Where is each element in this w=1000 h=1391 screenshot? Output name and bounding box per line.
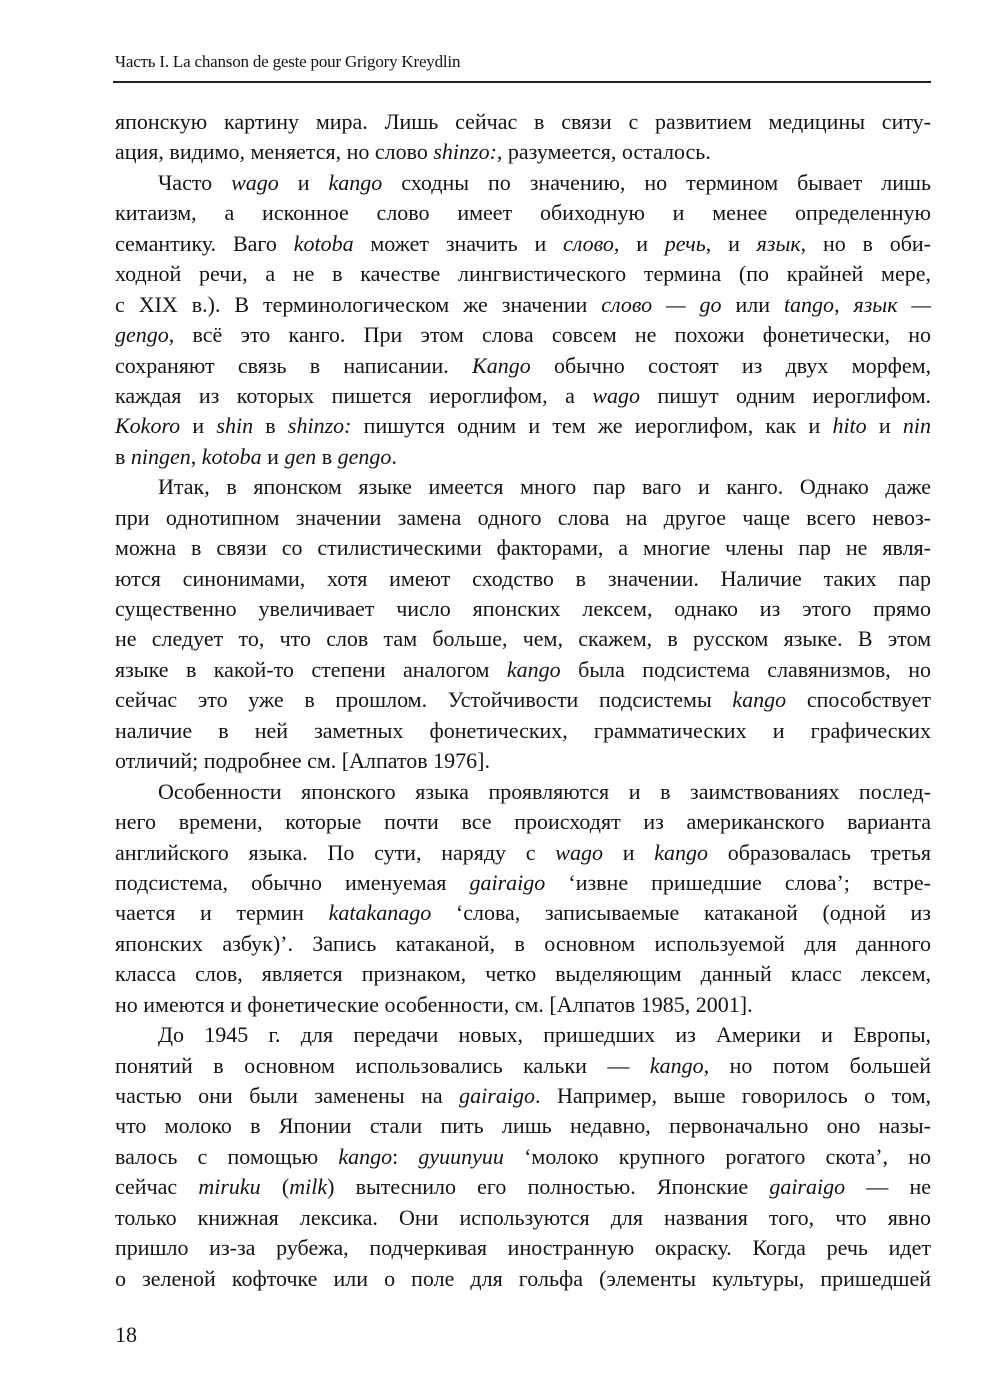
text-run: пришло из-за рубежа, подчеркивая иностранную окраску. Когда речь идет bbox=[115, 1235, 931, 1261]
text-run: сейчас bbox=[115, 1174, 199, 1200]
text-line bbox=[115, 472, 931, 502]
text-run: языке в какой-то степени аналогом bbox=[115, 656, 507, 682]
text-run: с XIX в.). В терминологическом же значении bbox=[115, 291, 602, 317]
text-line bbox=[115, 1111, 931, 1141]
text-run: и bbox=[866, 413, 903, 439]
text-line bbox=[115, 381, 931, 411]
text-run: и bbox=[180, 413, 217, 439]
text-run: не следует то, что слов там больше, чем, скажем, в русском языке. В этом bbox=[115, 626, 931, 652]
text-line bbox=[115, 564, 931, 594]
text-run: понятий в основном использовались кальки — bbox=[115, 1052, 650, 1078]
text-run: способствует bbox=[786, 687, 931, 713]
text-line bbox=[115, 1020, 931, 1050]
text-run: Часто bbox=[158, 169, 232, 195]
text-run: : bbox=[392, 1143, 419, 1169]
text-run: сходны по значению, но термином бывает лишь bbox=[382, 169, 931, 195]
italic-term: gengo bbox=[337, 443, 392, 469]
text-line bbox=[115, 137, 931, 167]
text-run: . bbox=[391, 443, 397, 469]
text-line bbox=[115, 229, 931, 259]
italic-term: ningen bbox=[130, 443, 191, 469]
italic-term: shinzo: bbox=[433, 139, 497, 165]
italic-term: Kokoro bbox=[115, 413, 181, 439]
text-line bbox=[115, 1172, 931, 1202]
italic-term: gairaigo bbox=[769, 1174, 846, 1200]
text-line bbox=[115, 198, 931, 228]
text-line bbox=[115, 594, 931, 624]
italic-term: язык bbox=[756, 230, 801, 256]
text-line bbox=[115, 351, 931, 381]
text-run: образовалась третья bbox=[708, 839, 932, 865]
italic-term: shinzo: bbox=[287, 413, 352, 439]
text-run: китаизм, а исконное слово имеет обиходную и менее определенную bbox=[115, 200, 931, 226]
text-run: и bbox=[278, 169, 329, 195]
paragraph bbox=[115, 472, 931, 776]
text-run: японских азбук)’. Запись катаканой, в основном используемой для данного bbox=[115, 930, 931, 956]
italic-term: kango bbox=[732, 687, 787, 713]
text-run: — не bbox=[845, 1174, 932, 1200]
paragraph bbox=[115, 107, 931, 168]
text-run: , всё это канго. При этом слова совсем не похожи фонетически, но bbox=[168, 322, 931, 348]
italic-term: shin bbox=[216, 413, 254, 439]
text-run: сейчас это уже в прошлом. Устойчивости подсистемы bbox=[115, 687, 733, 713]
text-line bbox=[115, 868, 931, 898]
italic-term: kango bbox=[654, 839, 708, 865]
text-line bbox=[115, 107, 931, 137]
text-run: частью они были заменены на bbox=[115, 1083, 460, 1108]
text-line bbox=[115, 503, 931, 533]
text-run: . Например, выше говорилось о том, bbox=[534, 1083, 931, 1108]
italic-term: язык — bbox=[853, 291, 931, 317]
text-run: До 1945 г. для передачи новых, пришедших из Америки и Европы, bbox=[158, 1022, 931, 1048]
italic-term: nin bbox=[902, 413, 931, 439]
text-run: в bbox=[253, 413, 288, 439]
text-line bbox=[115, 655, 931, 685]
text-run: , bbox=[190, 443, 202, 469]
text-run: сохраняют связь в написании. bbox=[115, 352, 473, 378]
italic-term: miruku bbox=[198, 1174, 261, 1200]
italic-term: gyuunyuu bbox=[418, 1143, 504, 1169]
text-run: в bbox=[115, 443, 131, 469]
italic-term: gairaigo bbox=[469, 869, 546, 895]
text-line bbox=[115, 685, 931, 715]
italic-term: Kango bbox=[472, 352, 531, 378]
text-run: и bbox=[261, 443, 285, 469]
text-line bbox=[115, 898, 931, 928]
text-run: ация, видимо, меняется, но слово bbox=[115, 139, 434, 165]
text-run: пишут одним иероглифом. bbox=[640, 382, 931, 408]
text-line bbox=[115, 838, 931, 868]
text-run: или bbox=[721, 291, 784, 317]
italic-term: kango bbox=[506, 656, 561, 682]
text-run: о зеленой кофточке или о поле для гольфа (элементы культуры, пришедшей bbox=[115, 1265, 931, 1291]
text-run: ( bbox=[260, 1174, 290, 1200]
italic-term: milk bbox=[289, 1174, 328, 1200]
text-run: ходной речи, а не в качестве лингвистического термина (по крайней мере, bbox=[115, 261, 931, 287]
text-run: чается и термин bbox=[115, 900, 329, 926]
text-run: наличие в ней заметных фонетических, грамматических и графических bbox=[115, 717, 931, 743]
text-line bbox=[115, 990, 931, 1020]
header-rule bbox=[113, 81, 931, 83]
italic-term: kotoba bbox=[201, 443, 262, 469]
text-run: , и bbox=[705, 230, 757, 256]
text-run: обычно состоят из двух морфем, bbox=[530, 352, 932, 378]
text-line bbox=[115, 716, 931, 746]
paragraph bbox=[115, 1020, 931, 1294]
text-line bbox=[115, 807, 931, 837]
text-line bbox=[115, 1264, 931, 1294]
italic-term: gairaigo bbox=[459, 1083, 535, 1108]
text-line bbox=[115, 959, 931, 989]
text-run: Особенности японского языка проявляются и в заимствованиях послед- bbox=[158, 778, 931, 804]
text-run: ‘молоко крупного рогатого скота’, но bbox=[503, 1143, 931, 1169]
text-line bbox=[115, 1233, 931, 1263]
text-line bbox=[115, 1142, 931, 1172]
text-run: , разумеется, осталось. bbox=[496, 139, 711, 165]
italic-term: kango bbox=[338, 1143, 393, 1169]
text-run: при однотипном значении замена одного слова на другое чаще всего невоз- bbox=[115, 504, 931, 530]
italic-term: слово bbox=[563, 230, 614, 256]
text-run: семантику. Ваго bbox=[115, 230, 294, 256]
italic-term: gen bbox=[284, 443, 317, 469]
italic-term: wago bbox=[231, 169, 279, 195]
italic-term: wago bbox=[555, 839, 603, 865]
italic-term: речь bbox=[664, 230, 706, 256]
text-run: только книжная лексика. Они используются для названия того, что явно bbox=[115, 1204, 931, 1230]
text-run: подсистема, обычно именуемая bbox=[115, 869, 470, 895]
text-line bbox=[115, 290, 931, 320]
page-number: 18 bbox=[115, 1322, 137, 1347]
text-run: и bbox=[602, 839, 655, 865]
italic-term: gengo bbox=[115, 322, 169, 348]
text-line bbox=[115, 929, 931, 959]
text-run: можна в связи со стилистическими факторами, а многие члены пар не явля- bbox=[115, 535, 931, 561]
text-line bbox=[115, 746, 931, 776]
text-line bbox=[115, 1203, 931, 1233]
text-line bbox=[115, 777, 931, 807]
italic-term: wago bbox=[592, 382, 640, 408]
text-line bbox=[115, 624, 931, 654]
text-run: в bbox=[316, 443, 338, 469]
text-run: Итак, в японском языке имеется много пар ваго и канго. Однако даже bbox=[158, 474, 931, 500]
text-run: , но потом большей bbox=[703, 1052, 932, 1078]
running-header: Часть I. La chanson de geste pour Grigory Kreydlin bbox=[115, 52, 461, 71]
paragraph bbox=[115, 168, 931, 472]
text-run: класса слов, является признаком, четко выделяющим данный класс лексем, bbox=[115, 961, 931, 987]
text-run: ‘извне пришедшие слова’; встре- bbox=[545, 869, 932, 895]
text-run: , и bbox=[613, 230, 665, 256]
text-run: валось с помощью bbox=[115, 1143, 339, 1169]
text-line bbox=[115, 320, 931, 350]
italic-term: слово — go bbox=[601, 291, 722, 317]
italic-term: kotoba bbox=[293, 230, 354, 256]
text-run: ‘слова, записываемые катаканой (одной из bbox=[431, 900, 931, 926]
text-run: английского языка. По сути, наряду с bbox=[115, 839, 556, 865]
text-run: пишутся одним и тем же иероглифом, как и bbox=[351, 413, 833, 439]
text-run: может значить и bbox=[353, 230, 564, 256]
text-line bbox=[115, 168, 931, 198]
italic-term: kango bbox=[328, 169, 383, 195]
text-line bbox=[115, 442, 931, 472]
text-run: но имеются и фонетические особенности, см. [Алпатов 1985, 2001]. bbox=[115, 991, 753, 1017]
text-run: него времени, которые почти все происходят из американского варианта bbox=[115, 809, 931, 835]
italic-term: hito bbox=[832, 413, 867, 439]
text-line bbox=[115, 533, 931, 563]
text-run: была подсистема славянизмов, но bbox=[560, 656, 931, 682]
body-text bbox=[115, 107, 931, 1294]
text-run: , но в оби- bbox=[800, 230, 931, 256]
text-line bbox=[115, 259, 931, 289]
text-run: существенно увеличивает число японских лексем, однако из этого прямо bbox=[115, 596, 931, 621]
text-run: , bbox=[834, 291, 854, 317]
paragraph bbox=[115, 777, 931, 1021]
text-run: ются синонимами, хотя имеют сходство в значении. Наличие таких пар bbox=[115, 565, 931, 591]
text-line bbox=[115, 1081, 931, 1111]
italic-term: katakanago bbox=[328, 900, 432, 926]
italic-term: kango bbox=[649, 1052, 704, 1078]
text-run: что молоко в Японии стали пить лишь недавно, первоначально оно назы- bbox=[115, 1113, 931, 1139]
text-run: отличий; подробнее см. [Алпатов 1976]. bbox=[115, 748, 490, 774]
text-line bbox=[115, 411, 931, 441]
italic-term: tango bbox=[783, 291, 835, 317]
text-line bbox=[115, 1051, 931, 1081]
text-run: ) вытеснило его полностью. Японские bbox=[327, 1174, 770, 1200]
text-run: японскую картину мира. Лишь сейчас в связи с развитием медицины ситу- bbox=[115, 109, 931, 134]
text-run: каждая из которых пишется иероглифом, а bbox=[115, 382, 593, 408]
